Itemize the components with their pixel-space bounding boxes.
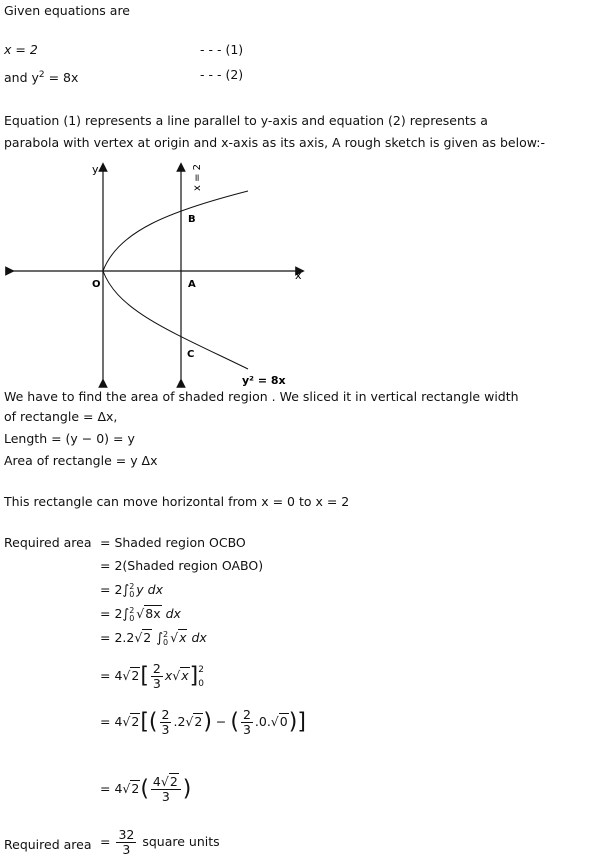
step-2: = 2(Shaded region OABO) [100, 558, 264, 573]
equation-2: and $y^2 = 8x$ [4, 70, 79, 86]
required-area-label: Required area [4, 535, 92, 550]
intro-text: Given equations are [4, 3, 130, 18]
step-6: = 4√2[ $\frac{2}{3}$ x√x] 2 0 [100, 661, 204, 691]
step-3: = 2∫ 2 0 y dx [100, 581, 163, 599]
equation-1: x = 2 [4, 42, 38, 57]
step-1: = Shaded region OCBO [100, 535, 246, 550]
setup-line-2: of rectangle = Δx, [4, 409, 118, 424]
point-o-label: O [92, 279, 101, 290]
final-answer: = $\frac{32}{3}$ square units [100, 827, 220, 857]
step-4: = 2∫ 2 0 √8x dx [100, 605, 181, 623]
step-7: = 4√2[( $\frac{2}{3}$ .2√2) − ( $\frac{2}{3}$ .0.√0)] [100, 707, 306, 737]
description-line-1: Equation (1) represents a line parallel to y-axis and equation (2) represents a [4, 113, 488, 128]
equation-2-tag: - - - (2) [200, 67, 244, 82]
setup-line-3: Length = (y − 0) = y [4, 431, 135, 446]
step-5: = 2.2√2 ∫ 2 0 √x dx [100, 629, 207, 647]
step-8: = 4√2( $\frac{4√2}{3}$ ) [100, 774, 192, 804]
point-c-label: C [187, 349, 195, 360]
line-label: x = 2 [192, 163, 203, 191]
description-line-2: parabola with vertex at origin and x-axis as its axis, A rough sketch is given as below:- [4, 135, 546, 150]
point-a-label: A [188, 279, 196, 290]
parabola-curve [103, 191, 248, 369]
equation-1-tag: - - - (1) [200, 42, 244, 57]
final-required-area-label: Required area [4, 837, 92, 852]
point-b-label: B [188, 214, 196, 225]
curve-label: y² = 8x [242, 374, 286, 387]
setup-line-4: Area of rectangle = y Δx [4, 453, 158, 468]
x-axis-label: x [295, 269, 302, 282]
setup-line-5: This rectangle can move horizontal from x = 0 to x = 2 [4, 494, 350, 509]
sketch-figure [0, 155, 320, 390]
y-axis-label: y [92, 163, 99, 176]
setup-line-1: We have to find the area of shaded region . We sliced it in vertical rectangle width [4, 389, 519, 404]
